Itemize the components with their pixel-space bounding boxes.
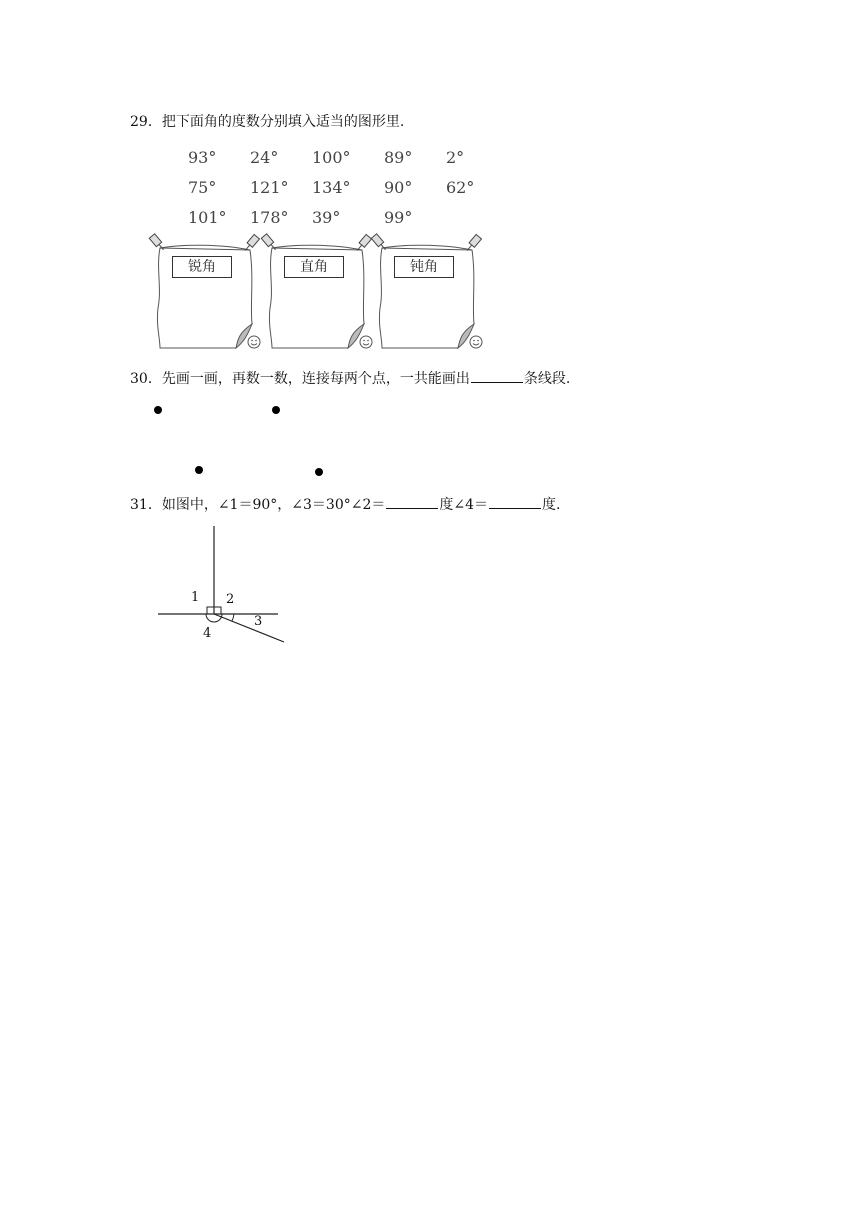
pushpin-icon <box>465 234 482 252</box>
paper-right <box>264 238 368 352</box>
pushpin-icon <box>243 234 260 252</box>
question-31 <box>130 494 560 515</box>
degree-value: 100° <box>312 148 351 167</box>
question-text: 度∠4＝ <box>439 497 489 513</box>
question-text: 先画一画，再数一数，连接每两个点，一共能画出 <box>161 371 470 387</box>
question-number: 30． <box>130 371 162 387</box>
degree-value: 89° <box>384 148 413 167</box>
answer-blank-angle-2[interactable] <box>386 494 438 509</box>
pushpin-icon <box>355 234 372 252</box>
angle-label-1: 1 <box>191 590 200 605</box>
degree-value: 24° <box>250 148 279 167</box>
question-text: 度. <box>542 497 561 513</box>
angle-label-3: 3 <box>254 614 263 629</box>
degree-value: 134° <box>312 178 351 197</box>
smiley-icon <box>360 336 372 348</box>
question-30 <box>130 368 570 389</box>
pushpin-icon <box>149 234 166 252</box>
degree-value: 178° <box>250 208 289 227</box>
degree-value: 101° <box>188 208 227 227</box>
angle-diagram <box>150 522 290 648</box>
degree-value: 121° <box>250 178 289 197</box>
point-dot <box>195 466 203 474</box>
degree-value: 39° <box>312 208 341 227</box>
smiley-icon <box>248 336 260 348</box>
degree-value: 2° <box>446 148 465 167</box>
paper-obtuse <box>374 238 478 352</box>
degree-value: 99° <box>384 208 413 227</box>
question-number: 31． <box>130 497 162 513</box>
degree-value: 90° <box>384 178 413 197</box>
smiley-icon <box>470 336 482 348</box>
angle-label-2: 2 <box>226 592 235 607</box>
question-text: 条线段. <box>523 371 571 387</box>
degree-value: 62° <box>446 178 475 197</box>
box-label-right: 直角 <box>284 256 344 278</box>
box-label-acute: 锐角 <box>172 256 232 278</box>
box-label-obtuse: 钝角 <box>394 256 454 278</box>
question-number: 29． <box>130 114 162 130</box>
question-text: 如图中，∠1＝90°，∠3＝30°∠2＝ <box>161 497 386 513</box>
degree-value: 75° <box>188 178 217 197</box>
paper-acute <box>152 238 256 352</box>
answer-blank-angle-4[interactable] <box>489 494 541 509</box>
pushpin-icon <box>371 234 388 252</box>
question-text: 把下面角的度数分别填入适当的图形里. <box>161 114 405 130</box>
point-dot <box>315 468 323 476</box>
point-dot <box>272 406 280 414</box>
pushpin-icon <box>261 234 278 252</box>
question-29 <box>130 112 404 132</box>
answer-blank[interactable] <box>471 368 523 383</box>
point-dot <box>154 406 162 414</box>
degree-value: 93° <box>188 148 217 167</box>
angle-label-4: 4 <box>203 626 212 641</box>
